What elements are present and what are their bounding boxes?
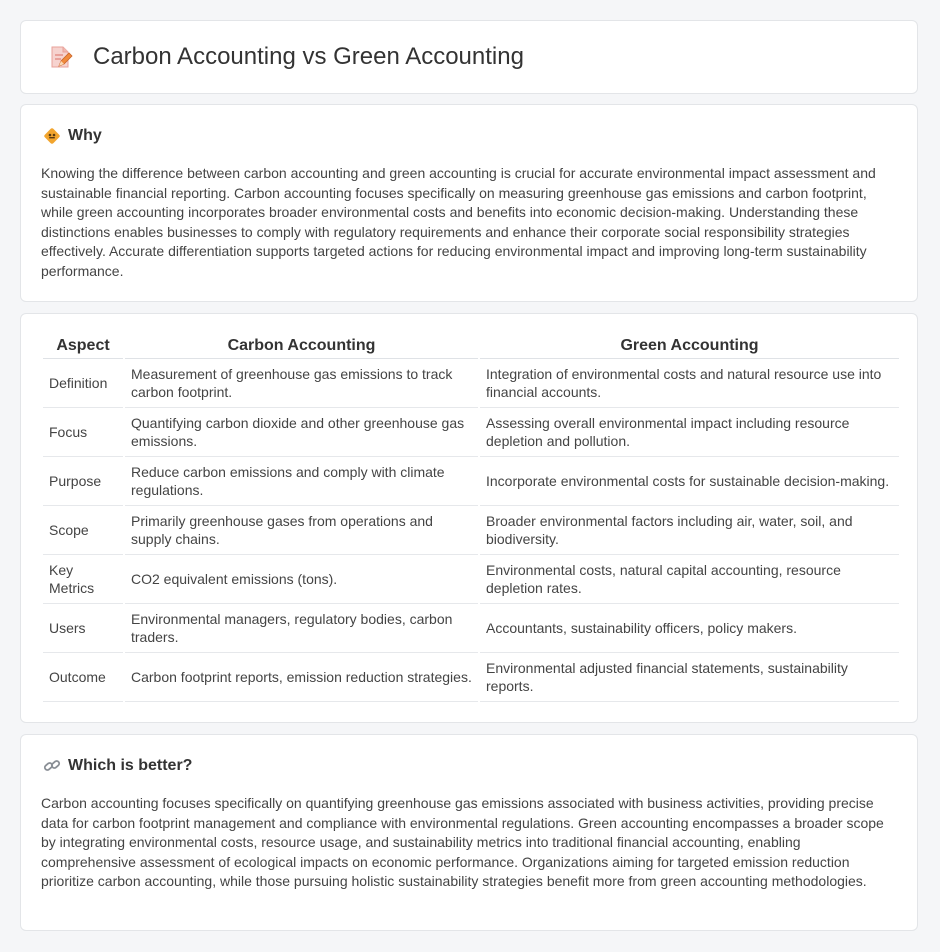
why-section — [20, 104, 918, 302]
why-heading: Why — [68, 127, 102, 144]
aspect-cell: Purpose — [43, 457, 123, 506]
table-row — [43, 408, 899, 457]
comparison-table — [41, 334, 901, 702]
table-row — [43, 653, 899, 702]
green-cell: Incorporate environmental costs for sustainable decision-making. — [480, 457, 899, 506]
why-body: Knowing the difference between carbon accounting and green accounting is crucial for accurate environmental impact assessment and sustainable financial reporting. Carbon accounting focuses specifically on measuring greenhouse gas emissions and carbon footprint, while green accounting incorporates broader environmental costs and benefits into economic decision-making. Understanding these distinctions enables businesses to comply with regulatory requirements and enhance their corporate social responsibility strategies effectively. Accurate differentiation supports targeted actions for reducing environmental impact and improving long-term sustainability performance. — [41, 165, 876, 279]
header-aspect: Aspect — [43, 334, 123, 359]
aspect-cell: Focus — [43, 408, 123, 457]
document-pencil-icon — [47, 44, 73, 70]
title-card — [20, 20, 918, 94]
green-cell: Environmental costs, natural capital accounting, resource depletion rates. — [480, 555, 899, 604]
diamond-sign-icon — [43, 127, 61, 145]
which-better-section — [20, 734, 918, 931]
carbon-cell: Quantifying carbon dioxide and other greenhouse gas emissions. — [125, 408, 478, 457]
green-cell: Integration of environmental costs and natural resource use into financial accounts. — [480, 359, 899, 408]
carbon-cell: Measurement of greenhouse gas emissions to track carbon footprint. — [125, 359, 478, 408]
carbon-cell: Reduce carbon emissions and comply with climate regulations. — [125, 457, 478, 506]
table-header-row — [43, 334, 899, 359]
table-row — [43, 506, 899, 555]
aspect-cell: Definition — [43, 359, 123, 408]
page-title: Carbon Accounting vs Green Accounting — [93, 43, 524, 70]
green-cell: Accountants, sustainability officers, policy makers. — [480, 604, 899, 653]
aspect-cell: Scope — [43, 506, 123, 555]
table-row — [43, 555, 899, 604]
header-green: Green Accounting — [480, 334, 899, 359]
green-cell: Environmental adjusted financial statements, sustainability reports. — [480, 653, 899, 702]
which-better-heading: Which is better? — [68, 757, 193, 774]
table-row — [43, 604, 899, 653]
aspect-cell: Key Metrics — [43, 555, 123, 604]
which-better-body: Carbon accounting focuses specifically on quantifying greenhouse gas emissions associated with business activities, providing precise data for carbon footprint management and compliance with environmental regulations. Green accounting encompasses a broader scope by integrating environmental costs, resource usage, and sustainability metrics into traditional financial accounting, enabling comprehensive assessment of ecological impacts on economic performance. Organizations aiming for targeted emission reduction prioritize carbon accounting, while those pursuing holistic sustainability strategies benefit more from green accounting methodologies. — [41, 795, 884, 889]
green-cell: Assessing overall environmental impact including resource depletion and pollution. — [480, 408, 899, 457]
aspect-cell: Users — [43, 604, 123, 653]
carbon-cell: Carbon footprint reports, emission reduction strategies. — [125, 653, 478, 702]
carbon-cell: CO2 equivalent emissions (tons). — [125, 555, 478, 604]
header-carbon: Carbon Accounting — [125, 334, 478, 359]
comparison-card — [20, 313, 918, 723]
carbon-cell: Environmental managers, regulatory bodies, carbon traders. — [125, 604, 478, 653]
link-icon — [43, 757, 61, 775]
table-row — [43, 359, 899, 408]
green-cell: Broader environmental factors including air, water, soil, and biodiversity. — [480, 506, 899, 555]
carbon-cell: Primarily greenhouse gases from operations and supply chains. — [125, 506, 478, 555]
aspect-cell: Outcome — [43, 653, 123, 702]
table-row — [43, 457, 899, 506]
